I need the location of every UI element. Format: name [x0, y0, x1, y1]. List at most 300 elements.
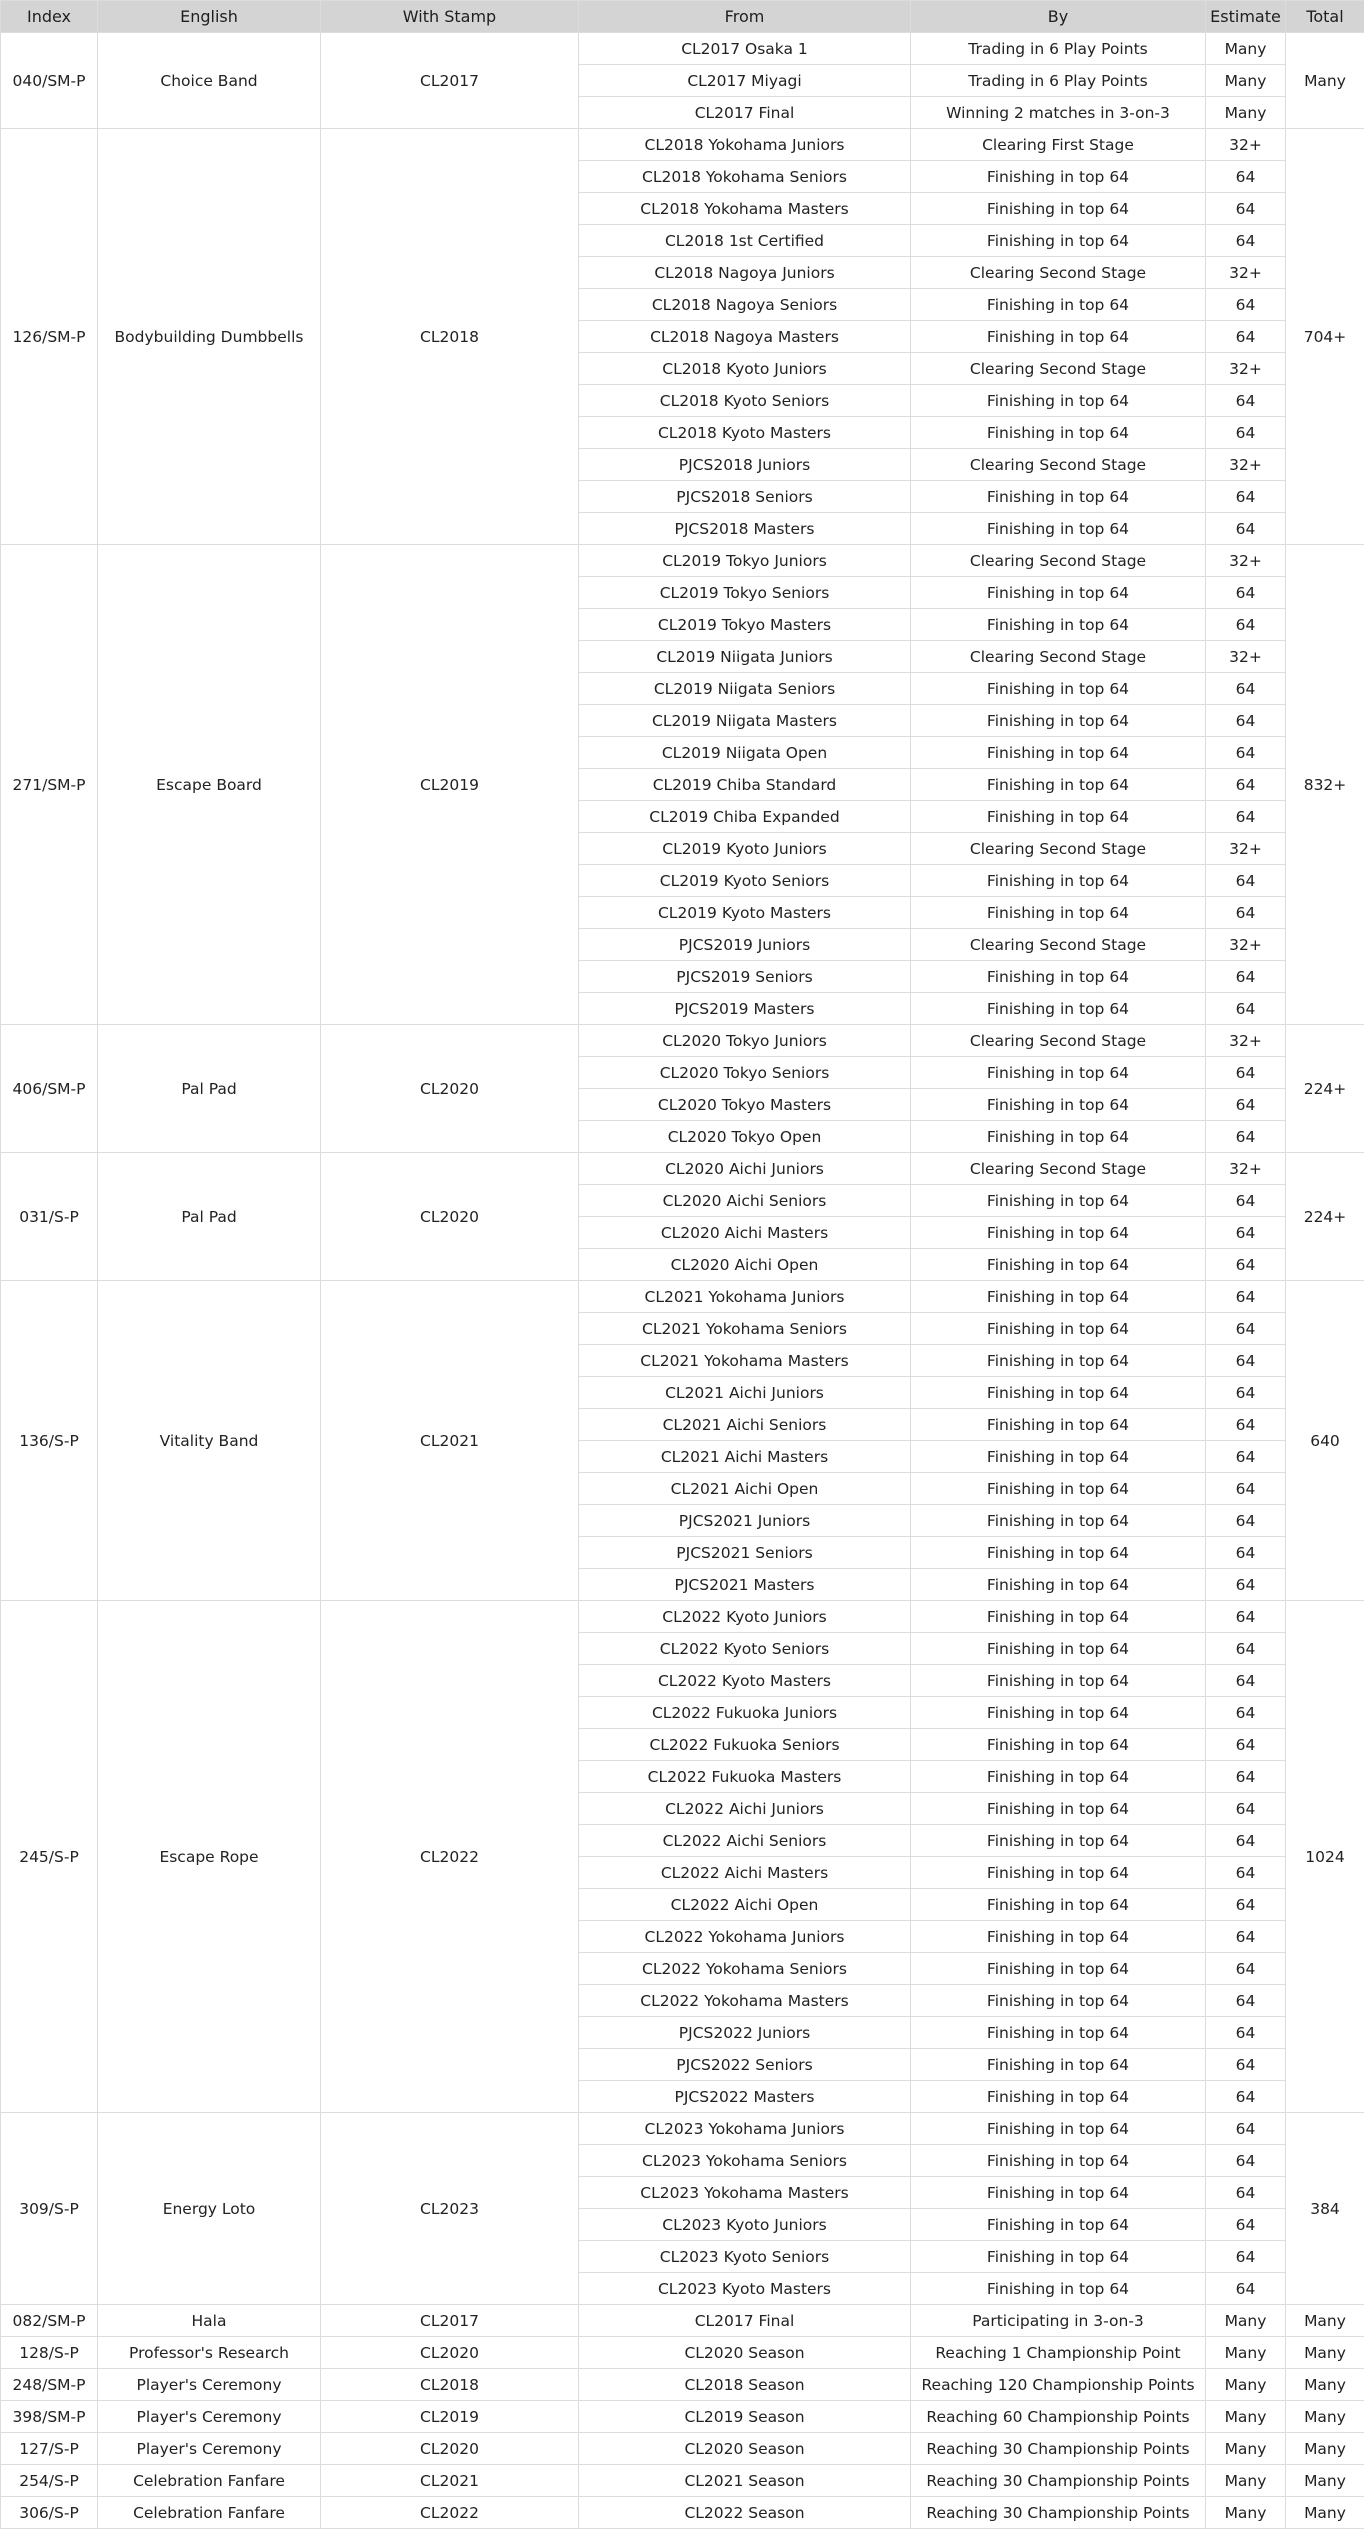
estimate-cell: 64: [1206, 2113, 1286, 2145]
estimate-cell: 64: [1206, 1217, 1286, 1249]
header-total: Total: [1286, 1, 1364, 33]
by-cell: Finishing in top 64: [911, 737, 1206, 769]
estimate-cell: Many: [1206, 33, 1286, 65]
by-cell: Finishing in top 64: [911, 1633, 1206, 1665]
english-name-cell: Player's Ceremony: [98, 2369, 321, 2401]
from-cell: PJCS2019 Juniors: [579, 929, 911, 961]
by-cell: Reaching 1 Championship Point: [911, 2337, 1206, 2369]
english-name-cell: Energy Loto: [98, 2113, 321, 2305]
by-cell: Finishing in top 64: [911, 1889, 1206, 1921]
estimate-cell: 64: [1206, 1601, 1286, 1633]
english-name-cell: Pal Pad: [98, 1153, 321, 1281]
index-cell: 309/S-P: [1, 2113, 98, 2305]
english-name-cell: Escape Board: [98, 545, 321, 1025]
from-cell: CL2018 Yokohama Masters: [579, 193, 911, 225]
index-cell: 271/SM-P: [1, 545, 98, 1025]
table-row: [1, 545, 1364, 577]
estimate-cell: 64: [1206, 161, 1286, 193]
by-cell: Finishing in top 64: [911, 2241, 1206, 2273]
by-cell: Trading in 6 Play Points: [911, 33, 1206, 65]
from-cell: CL2019 Niigata Juniors: [579, 641, 911, 673]
by-cell: Clearing Second Stage: [911, 641, 1206, 673]
by-cell: Finishing in top 64: [911, 161, 1206, 193]
by-cell: Finishing in top 64: [911, 1953, 1206, 1985]
estimate-cell: 64: [1206, 481, 1286, 513]
english-name-cell: Player's Ceremony: [98, 2401, 321, 2433]
by-cell: Finishing in top 64: [911, 1345, 1206, 1377]
by-cell: Finishing in top 64: [911, 1441, 1206, 1473]
index-cell: 254/S-P: [1, 2465, 98, 2497]
table-row: [1, 1601, 1364, 1633]
from-cell: CL2018 Season: [579, 2369, 911, 2401]
from-cell: CL2019 Niigata Open: [579, 737, 911, 769]
by-cell: Finishing in top 64: [911, 801, 1206, 833]
from-cell: CL2022 Kyoto Masters: [579, 1665, 911, 1697]
from-cell: CL2018 Nagoya Juniors: [579, 257, 911, 289]
by-cell: Finishing in top 64: [911, 1217, 1206, 1249]
from-cell: PJCS2018 Seniors: [579, 481, 911, 513]
english-name-cell: Choice Band: [98, 33, 321, 129]
by-cell: Finishing in top 64: [911, 481, 1206, 513]
by-cell: Finishing in top 64: [911, 193, 1206, 225]
table-row: [1, 2337, 1364, 2369]
from-cell: CL2021 Aichi Juniors: [579, 1377, 911, 1409]
estimate-cell: 64: [1206, 513, 1286, 545]
index-cell: 136/S-P: [1, 1281, 98, 1601]
estimate-cell: 64: [1206, 1281, 1286, 1313]
header-row: [1, 1, 1364, 33]
total-cell: 832+: [1286, 545, 1364, 1025]
by-cell: Finishing in top 64: [911, 2081, 1206, 2113]
total-cell: Many: [1286, 2369, 1364, 2401]
table-row: [1, 1153, 1364, 1185]
by-cell: Finishing in top 64: [911, 1313, 1206, 1345]
stamp-cell: CL2017: [321, 2305, 579, 2337]
total-cell: Many: [1286, 33, 1364, 129]
table-header: [1, 1, 1364, 33]
by-cell: Finishing in top 64: [911, 2273, 1206, 2305]
total-cell: 1024: [1286, 1601, 1364, 2113]
estimate-cell: 32+: [1206, 129, 1286, 161]
estimate-cell: 64: [1206, 2241, 1286, 2273]
estimate-cell: Many: [1206, 2305, 1286, 2337]
table-row: [1, 33, 1364, 65]
by-cell: Trading in 6 Play Points: [911, 65, 1206, 97]
by-cell: Finishing in top 64: [911, 1409, 1206, 1441]
estimate-cell: 32+: [1206, 833, 1286, 865]
from-cell: CL2022 Season: [579, 2497, 911, 2529]
header-estimate: Estimate: [1206, 1, 1286, 33]
estimate-cell: 64: [1206, 1953, 1286, 1985]
stamp-cell: CL2021: [321, 2465, 579, 2497]
from-cell: PJCS2021 Seniors: [579, 1537, 911, 1569]
estimate-cell: 64: [1206, 1185, 1286, 1217]
from-cell: CL2019 Kyoto Juniors: [579, 833, 911, 865]
from-cell: CL2022 Yokohama Seniors: [579, 1953, 911, 1985]
estimate-cell: 32+: [1206, 353, 1286, 385]
from-cell: CL2020 Aichi Juniors: [579, 1153, 911, 1185]
estimate-cell: 64: [1206, 2081, 1286, 2113]
estimate-cell: 64: [1206, 1825, 1286, 1857]
header-by: By: [911, 1, 1206, 33]
by-cell: Clearing Second Stage: [911, 1025, 1206, 1057]
from-cell: CL2022 Fukuoka Masters: [579, 1761, 911, 1793]
stamp-cell: CL2019: [321, 545, 579, 1025]
estimate-cell: 32+: [1206, 641, 1286, 673]
from-cell: CL2023 Kyoto Seniors: [579, 2241, 911, 2273]
by-cell: Clearing Second Stage: [911, 833, 1206, 865]
stamp-cell: CL2017: [321, 33, 579, 129]
table-row: [1, 1025, 1364, 1057]
from-cell: CL2019 Niigata Masters: [579, 705, 911, 737]
from-cell: CL2022 Yokohama Juniors: [579, 1921, 911, 1953]
index-cell: 082/SM-P: [1, 2305, 98, 2337]
by-cell: Reaching 30 Championship Points: [911, 2497, 1206, 2529]
from-cell: PJCS2019 Seniors: [579, 961, 911, 993]
total-cell: Many: [1286, 2305, 1364, 2337]
by-cell: Finishing in top 64: [911, 609, 1206, 641]
by-cell: Clearing Second Stage: [911, 353, 1206, 385]
table-row: [1, 1281, 1364, 1313]
stamp-cell: CL2020: [321, 1025, 579, 1153]
estimate-cell: 64: [1206, 1249, 1286, 1281]
by-cell: Finishing in top 64: [911, 385, 1206, 417]
from-cell: CL2018 Kyoto Masters: [579, 417, 911, 449]
from-cell: CL2022 Aichi Masters: [579, 1857, 911, 1889]
estimate-cell: 64: [1206, 897, 1286, 929]
stamp-cell: CL2021: [321, 1281, 579, 1601]
from-cell: CL2022 Yokohama Masters: [579, 1985, 911, 2017]
from-cell: CL2023 Kyoto Masters: [579, 2273, 911, 2305]
stamp-cell: CL2020: [321, 2433, 579, 2465]
estimate-cell: 64: [1206, 993, 1286, 1025]
from-cell: PJCS2022 Masters: [579, 2081, 911, 2113]
from-cell: CL2019 Kyoto Masters: [579, 897, 911, 929]
by-cell: Finishing in top 64: [911, 321, 1206, 353]
stamp-cell: CL2019: [321, 2401, 579, 2433]
table-row: [1, 2369, 1364, 2401]
estimate-cell: 64: [1206, 1857, 1286, 1889]
total-cell: Many: [1286, 2497, 1364, 2529]
estimate-cell: 64: [1206, 1729, 1286, 1761]
from-cell: CL2020 Tokyo Open: [579, 1121, 911, 1153]
estimate-cell: 64: [1206, 1441, 1286, 1473]
from-cell: CL2021 Yokohama Seniors: [579, 1313, 911, 1345]
from-cell: CL2023 Kyoto Juniors: [579, 2209, 911, 2241]
from-cell: CL2022 Aichi Seniors: [579, 1825, 911, 1857]
by-cell: Finishing in top 64: [911, 2017, 1206, 2049]
total-cell: 224+: [1286, 1153, 1364, 1281]
estimate-cell: Many: [1206, 2369, 1286, 2401]
english-name-cell: Player's Ceremony: [98, 2433, 321, 2465]
from-cell: CL2018 Nagoya Seniors: [579, 289, 911, 321]
from-cell: CL2017 Final: [579, 2305, 911, 2337]
from-cell: CL2023 Yokohama Masters: [579, 2177, 911, 2209]
from-cell: CL2019 Tokyo Juniors: [579, 545, 911, 577]
table-row: [1, 129, 1364, 161]
english-name-cell: Hala: [98, 2305, 321, 2337]
estimate-cell: Many: [1206, 2497, 1286, 2529]
english-name-cell: Celebration Fanfare: [98, 2465, 321, 2497]
by-cell: Finishing in top 64: [911, 1857, 1206, 1889]
from-cell: CL2021 Aichi Open: [579, 1473, 911, 1505]
english-name-cell: Professor's Research: [98, 2337, 321, 2369]
estimate-cell: 64: [1206, 1633, 1286, 1665]
by-cell: Finishing in top 64: [911, 1185, 1206, 1217]
by-cell: Finishing in top 64: [911, 993, 1206, 1025]
from-cell: CL2018 Nagoya Masters: [579, 321, 911, 353]
by-cell: Finishing in top 64: [911, 1249, 1206, 1281]
by-cell: Reaching 30 Championship Points: [911, 2465, 1206, 2497]
estimate-cell: 64: [1206, 577, 1286, 609]
table-row: [1, 2433, 1364, 2465]
by-cell: Finishing in top 64: [911, 897, 1206, 929]
stamp-cell: CL2020: [321, 1153, 579, 1281]
estimate-cell: Many: [1206, 2401, 1286, 2433]
by-cell: Finishing in top 64: [911, 1697, 1206, 1729]
by-cell: Finishing in top 64: [911, 1121, 1206, 1153]
estimate-cell: 64: [1206, 1665, 1286, 1697]
estimate-cell: 32+: [1206, 1153, 1286, 1185]
estimate-cell: 64: [1206, 705, 1286, 737]
total-cell: 704+: [1286, 129, 1364, 545]
estimate-cell: Many: [1206, 2337, 1286, 2369]
estimate-cell: Many: [1206, 65, 1286, 97]
estimate-cell: 64: [1206, 769, 1286, 801]
estimate-cell: Many: [1206, 2465, 1286, 2497]
by-cell: Finishing in top 64: [911, 1505, 1206, 1537]
header-english: English: [98, 1, 321, 33]
estimate-cell: 64: [1206, 1793, 1286, 1825]
estimate-cell: 32+: [1206, 449, 1286, 481]
header-index: Index: [1, 1, 98, 33]
table-row: [1, 2401, 1364, 2433]
estimate-cell: 64: [1206, 289, 1286, 321]
from-cell: CL2018 Kyoto Seniors: [579, 385, 911, 417]
estimate-cell: Many: [1206, 97, 1286, 129]
by-cell: Finishing in top 64: [911, 705, 1206, 737]
by-cell: Finishing in top 64: [911, 1825, 1206, 1857]
estimate-cell: 64: [1206, 609, 1286, 641]
estimate-cell: 64: [1206, 1569, 1286, 1601]
from-cell: PJCS2022 Seniors: [579, 2049, 911, 2081]
index-cell: 248/SM-P: [1, 2369, 98, 2401]
total-cell: Many: [1286, 2337, 1364, 2369]
by-cell: Finishing in top 64: [911, 1377, 1206, 1409]
by-cell: Clearing Second Stage: [911, 1153, 1206, 1185]
stamp-cell: CL2023: [321, 2113, 579, 2305]
by-cell: Finishing in top 64: [911, 1985, 1206, 2017]
estimate-cell: 64: [1206, 417, 1286, 449]
by-cell: Finishing in top 64: [911, 1793, 1206, 1825]
stamp-cell: CL2020: [321, 2337, 579, 2369]
from-cell: CL2021 Aichi Masters: [579, 1441, 911, 1473]
index-cell: 306/S-P: [1, 2497, 98, 2529]
estimate-cell: 32+: [1206, 929, 1286, 961]
by-cell: Finishing in top 64: [911, 1473, 1206, 1505]
total-cell: 640: [1286, 1281, 1364, 1601]
estimate-cell: 32+: [1206, 257, 1286, 289]
from-cell: CL2019 Chiba Standard: [579, 769, 911, 801]
from-cell: CL2022 Fukuoka Juniors: [579, 1697, 911, 1729]
total-cell: Many: [1286, 2401, 1364, 2433]
by-cell: Finishing in top 64: [911, 1537, 1206, 1569]
from-cell: CL2020 Aichi Seniors: [579, 1185, 911, 1217]
from-cell: CL2022 Kyoto Juniors: [579, 1601, 911, 1633]
from-cell: CL2021 Aichi Seniors: [579, 1409, 911, 1441]
from-cell: CL2020 Tokyo Juniors: [579, 1025, 911, 1057]
index-cell: 031/S-P: [1, 1153, 98, 1281]
by-cell: Finishing in top 64: [911, 417, 1206, 449]
estimate-cell: 64: [1206, 1057, 1286, 1089]
by-cell: Winning 2 matches in 3-on-3: [911, 97, 1206, 129]
by-cell: Reaching 60 Championship Points: [911, 2401, 1206, 2433]
estimate-cell: 64: [1206, 1761, 1286, 1793]
from-cell: CL2022 Kyoto Seniors: [579, 1633, 911, 1665]
from-cell: CL2023 Yokohama Juniors: [579, 2113, 911, 2145]
stamp-cell: CL2022: [321, 1601, 579, 2113]
estimate-cell: 32+: [1206, 545, 1286, 577]
by-cell: Finishing in top 64: [911, 1729, 1206, 1761]
estimate-cell: 64: [1206, 1409, 1286, 1441]
from-cell: PJCS2021 Juniors: [579, 1505, 911, 1537]
estimate-cell: 64: [1206, 1985, 1286, 2017]
total-cell: Many: [1286, 2465, 1364, 2497]
english-name-cell: Vitality Band: [98, 1281, 321, 1601]
by-cell: Finishing in top 64: [911, 2177, 1206, 2209]
estimate-cell: 64: [1206, 1505, 1286, 1537]
by-cell: Finishing in top 64: [911, 1601, 1206, 1633]
total-cell: Many: [1286, 2433, 1364, 2465]
by-cell: Finishing in top 64: [911, 2209, 1206, 2241]
from-cell: PJCS2019 Masters: [579, 993, 911, 1025]
index-cell: 398/SM-P: [1, 2401, 98, 2433]
english-name-cell: Celebration Fanfare: [98, 2497, 321, 2529]
by-cell: Finishing in top 64: [911, 225, 1206, 257]
from-cell: CL2020 Season: [579, 2337, 911, 2369]
by-cell: Finishing in top 64: [911, 577, 1206, 609]
stamp-cell: CL2018: [321, 129, 579, 545]
by-cell: Clearing First Stage: [911, 129, 1206, 161]
estimate-cell: 64: [1206, 2017, 1286, 2049]
table-row: [1, 2465, 1364, 2497]
index-cell: 126/SM-P: [1, 129, 98, 545]
header-from: From: [579, 1, 911, 33]
estimate-cell: 64: [1206, 1697, 1286, 1729]
by-cell: Finishing in top 64: [911, 961, 1206, 993]
estimate-cell: 64: [1206, 1921, 1286, 1953]
index-cell: 245/S-P: [1, 1601, 98, 2113]
from-cell: CL2019 Chiba Expanded: [579, 801, 911, 833]
from-cell: PJCS2018 Juniors: [579, 449, 911, 481]
by-cell: Finishing in top 64: [911, 513, 1206, 545]
from-cell: PJCS2022 Juniors: [579, 2017, 911, 2049]
total-cell: 384: [1286, 2113, 1364, 2305]
by-cell: Reaching 120 Championship Points: [911, 2369, 1206, 2401]
estimate-cell: 64: [1206, 1089, 1286, 1121]
from-cell: CL2022 Aichi Open: [579, 1889, 911, 1921]
from-cell: CL2023 Yokohama Seniors: [579, 2145, 911, 2177]
index-cell: 127/S-P: [1, 2433, 98, 2465]
estimate-cell: 64: [1206, 2177, 1286, 2209]
estimate-cell: 64: [1206, 865, 1286, 897]
from-cell: CL2018 Yokohama Seniors: [579, 161, 911, 193]
estimate-cell: 64: [1206, 1537, 1286, 1569]
estimate-cell: 64: [1206, 1377, 1286, 1409]
by-cell: Finishing in top 64: [911, 1761, 1206, 1793]
by-cell: Clearing Second Stage: [911, 545, 1206, 577]
by-cell: Finishing in top 64: [911, 2049, 1206, 2081]
stamp-cell: CL2022: [321, 2497, 579, 2529]
from-cell: CL2019 Niigata Seniors: [579, 673, 911, 705]
by-cell: Finishing in top 64: [911, 1569, 1206, 1601]
estimate-cell: 32+: [1206, 1025, 1286, 1057]
estimate-cell: 64: [1206, 385, 1286, 417]
from-cell: CL2017 Osaka 1: [579, 33, 911, 65]
by-cell: Finishing in top 64: [911, 2145, 1206, 2177]
by-cell: Reaching 30 Championship Points: [911, 2433, 1206, 2465]
stamp-cell: CL2018: [321, 2369, 579, 2401]
english-name-cell: Bodybuilding Dumbbells: [98, 129, 321, 545]
table-row: [1, 2113, 1364, 2145]
by-cell: Finishing in top 64: [911, 769, 1206, 801]
by-cell: Finishing in top 64: [911, 673, 1206, 705]
estimate-cell: Many: [1206, 2433, 1286, 2465]
from-cell: CL2020 Tokyo Masters: [579, 1089, 911, 1121]
estimate-cell: 64: [1206, 1313, 1286, 1345]
estimate-cell: 64: [1206, 1121, 1286, 1153]
from-cell: CL2019 Season: [579, 2401, 911, 2433]
estimate-cell: 64: [1206, 1345, 1286, 1377]
from-cell: PJCS2021 Masters: [579, 1569, 911, 1601]
estimate-cell: 64: [1206, 801, 1286, 833]
from-cell: CL2021 Season: [579, 2465, 911, 2497]
estimate-cell: 64: [1206, 1889, 1286, 1921]
from-cell: PJCS2018 Masters: [579, 513, 911, 545]
estimate-cell: 64: [1206, 961, 1286, 993]
from-cell: CL2022 Aichi Juniors: [579, 1793, 911, 1825]
from-cell: CL2019 Kyoto Seniors: [579, 865, 911, 897]
estimate-cell: 64: [1206, 1473, 1286, 1505]
from-cell: CL2018 1st Certified: [579, 225, 911, 257]
estimate-cell: 64: [1206, 193, 1286, 225]
estimate-cell: 64: [1206, 2145, 1286, 2177]
by-cell: Clearing Second Stage: [911, 257, 1206, 289]
from-cell: CL2020 Aichi Open: [579, 1249, 911, 1281]
from-cell: CL2019 Tokyo Seniors: [579, 577, 911, 609]
estimate-cell: 64: [1206, 737, 1286, 769]
estimate-cell: 64: [1206, 2209, 1286, 2241]
from-cell: CL2021 Yokohama Juniors: [579, 1281, 911, 1313]
table-body: [1, 33, 1364, 2529]
from-cell: CL2017 Final: [579, 97, 911, 129]
by-cell: Finishing in top 64: [911, 1281, 1206, 1313]
estimate-cell: 64: [1206, 225, 1286, 257]
by-cell: Finishing in top 64: [911, 1089, 1206, 1121]
estimate-cell: 64: [1206, 673, 1286, 705]
index-cell: 040/SM-P: [1, 33, 98, 129]
estimate-cell: 64: [1206, 321, 1286, 353]
by-cell: Finishing in top 64: [911, 1921, 1206, 1953]
table-row: [1, 2305, 1364, 2337]
english-name-cell: Escape Rope: [98, 1601, 321, 2113]
from-cell: CL2022 Fukuoka Seniors: [579, 1729, 911, 1761]
header-with-stamp: With Stamp: [321, 1, 579, 33]
index-cell: 406/SM-P: [1, 1025, 98, 1153]
from-cell: CL2017 Miyagi: [579, 65, 911, 97]
table-row: [1, 2497, 1364, 2529]
from-cell: CL2020 Aichi Masters: [579, 1217, 911, 1249]
